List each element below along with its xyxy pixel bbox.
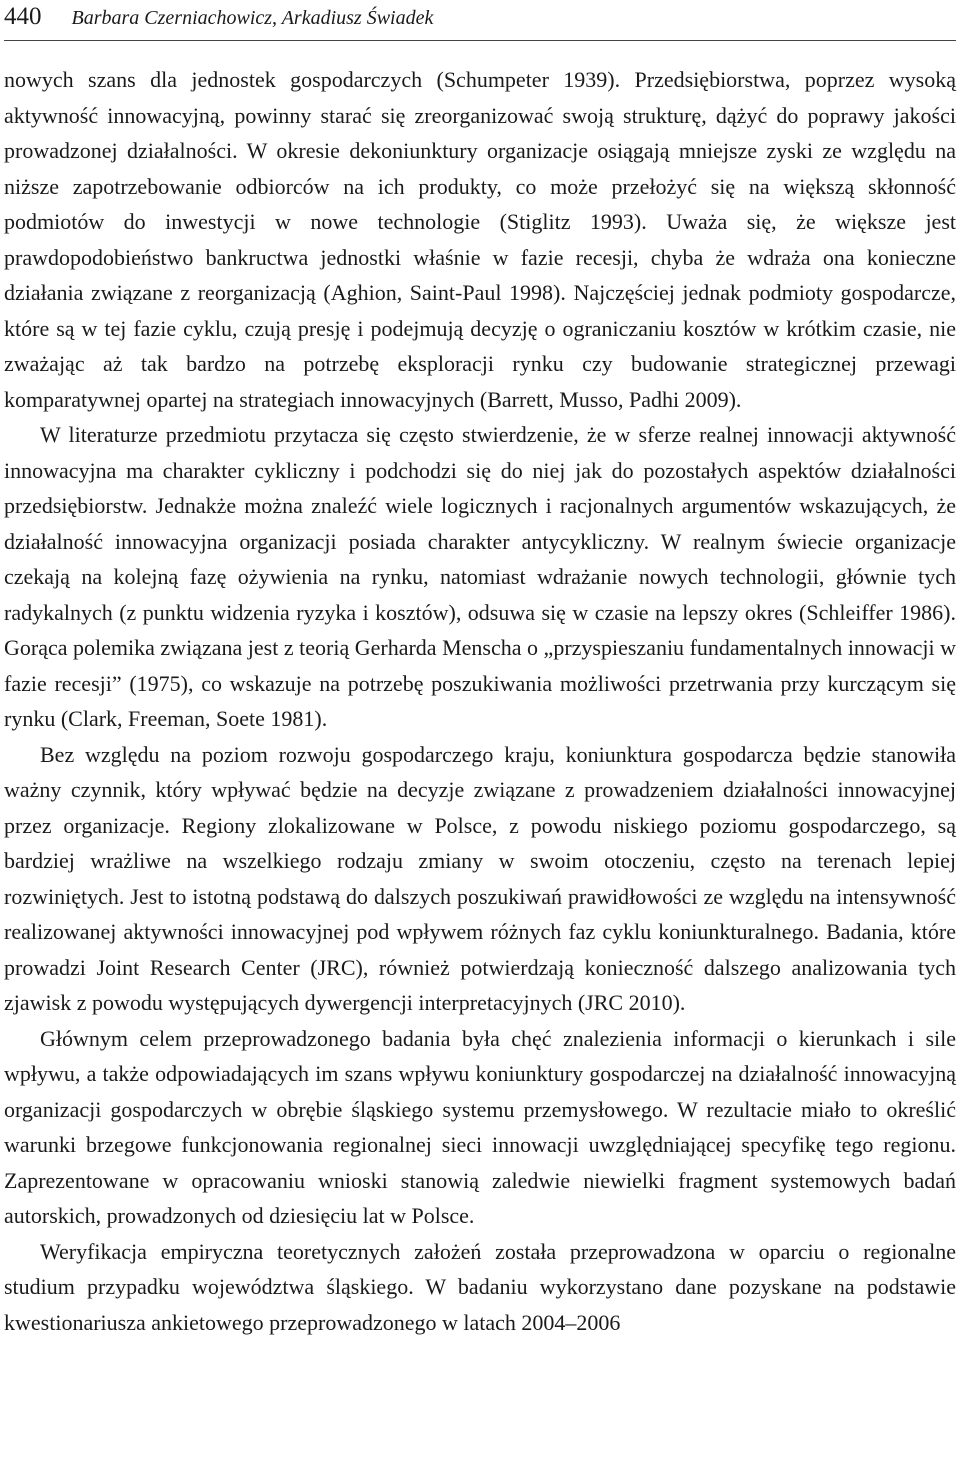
- paragraph: Weryfikacja empiryczna teoretycznych założeń została przeprowadzona w oparciu o regionalne studium przypadku województwa śląskiego. W badaniu wykorzystano dane pozyskane na podstawie kwestionariusza ankietowego przeprowadzonego w latach 2004–2006: [4, 1238, 956, 1335]
- paragraph: Głównym celem przeprowadzonego badania była chęć znalezienia informacji o kierunkach i sile wpływu, a także odpowiadających im szans wpływu koniunktury gospodarczej na działalność innowacyjną organizacji gospodarczych w obrębie śląskiego systemu przemysłowego. W rezultacie miało to określić warunki brzegowe funkcjonowania regionalnej sieci innowacji uwzględniającej specyfikę tego regionu. Zaprezentowane w opracowaniu wnioski stanowią zaledwie niewielki fragment systemowych badań autorskich, prowadzonych od dziesięciu lat w Polsce.: [4, 1025, 956, 1228]
- page-number: 440: [4, 3, 42, 30]
- header-authors: Barbara Czerniachowicz, Arkadiusz Świadek: [71, 7, 434, 29]
- paragraph: Bez względu na poziom rozwoju gospodarczego kraju, koniunktura gospodarcza będzie stanowiła ważny czynnik, który wpływać będzie na decyzje związane z prowadzeniem działalności innowacyjnej przez organizacje. Regiony zlokalizowane w Polsce, z powodu niskiego poziomu gospodarczego, są bardziej wrażliwe na wszelkiego rodzaju zmiany w swoim otoczeniu, często na terenach lepiej rozwiniętych. Jest to istotną podstawą do dalszych poszukiwań prawidłowości ze względu na intensywność realizowanej aktywności innowacyjnej pod wpływem różnych faz cyklu koniunkturalnego. Badania, które prowadzi Joint Research Center (JRC), również potwierdzają konieczność dalszego analizowania tych zjawisk z powodu występujących dywergencji interpretacyjnych (JRC 2010).: [4, 741, 956, 1015]
- paragraph: W literaturze przedmiotu przytacza się często stwierdzenie, że w sferze realnej innowacji aktywność innowacyjna ma charakter cykliczny i podchodzi się do niej jak do pozostałych aspektów działalności przedsiębiorstw. Jednakże można znaleźć wiele logicznych i racjonalnych argumentów wskazujących, że działalność innowacyjna organizacji posiada charakter antycykliczny. W realnym świecie organizacje czekają na kolejną fazę ożywienia na rynku, natomiast wdrażanie nowych technologii, głównie tych radykalnych (z punktu widzenia ryzyka i kosztów), odsuwa się w czasie na lepszy okres (Schleiffer 1986). Gorąca polemika związana jest z teorią Gerharda Menscha o „przyspieszaniu fundamentalnych innowacji w fazie recesji” (1975), co wskazuje na potrzebę poszukiwania możliwości przetrwania przy kurczącym się rynku (Clark, Freeman, Soete 1981).: [4, 422, 956, 731]
- header-divider: [4, 40, 956, 41]
- running-head: [4, 0, 956, 34]
- body-text: [4, 62, 956, 1340]
- paragraph-continued: nowych szans dla jednostek gospodarczych (Schumpeter 1939). Przedsiębiorstwa, poprzez wysoką aktywność innowacyjną, powinny starać się zreorganizować swoją strukturę, dążyć do poprawy jakości prowadzonej działalności. W okresie dekoniunktury organizacje osiągają mniejsze zyski ze względu na niższe zapotrzebowanie odbiorców na ich produkty, co może przełożyć się na większą skłonność podmiotów do inwestycji w nowe technologie (Stiglitz 1993). Uważa się, że większe jest prawdopodobieństwo bankructwa jednostki właśnie w fazie recesji, chyba że wdraża ona konieczne działania związane z reorganizacją (Aghion, Saint-Paul 1998). Najczęściej jednak podmioty gospodarcze, które są w tej fazie cyklu, czują presję i podejmują decyzję o ograniczaniu kosztów w krótkim czasie, nie zważając aż tak bardzo na potrzebę eksploracji rynku czy budowanie strategicznej przewagi komparatywnej opartej na strategiach innowacyjnych (Barrett, Musso, Padhi 2009).: [4, 67, 956, 412]
